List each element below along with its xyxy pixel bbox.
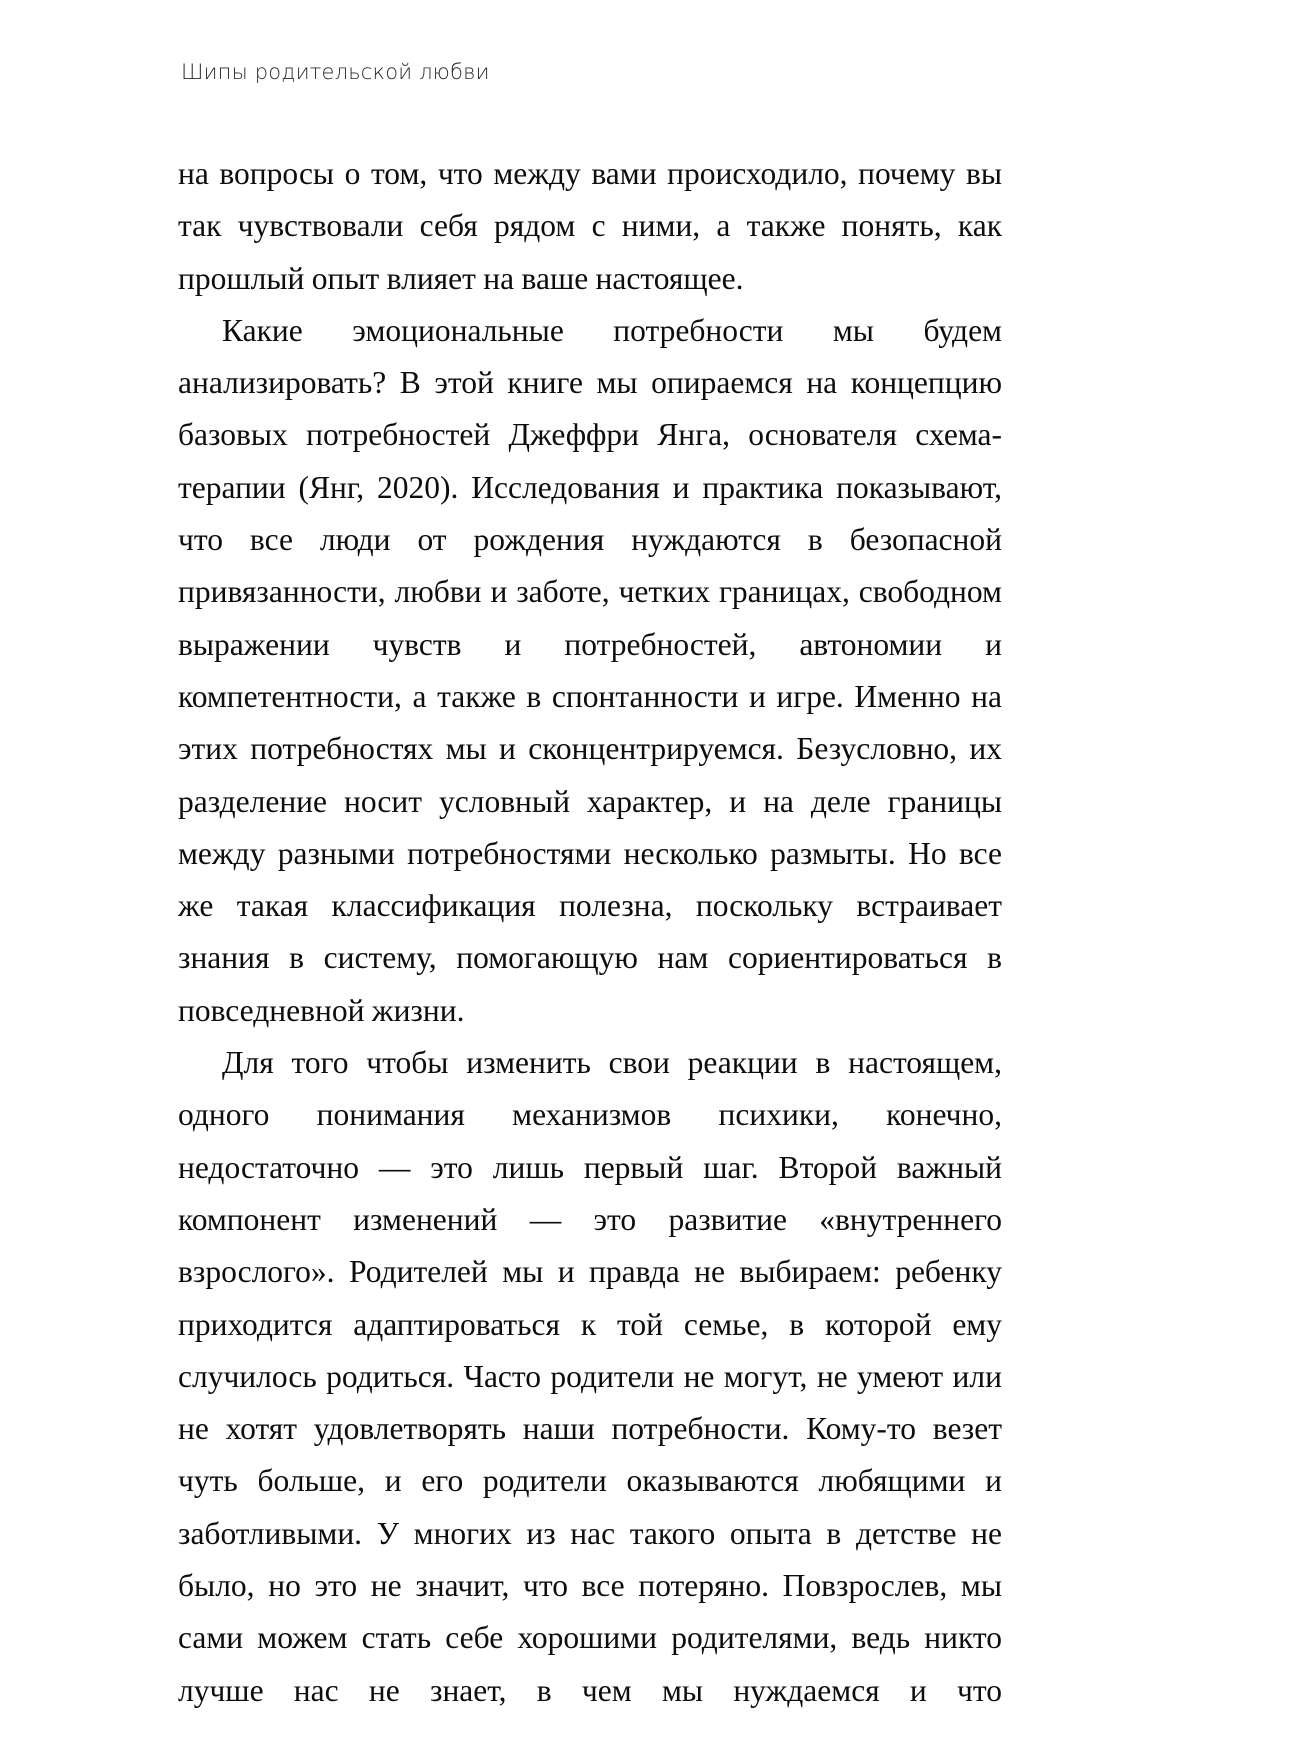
page-text-block — [178, 148, 1002, 1752]
running-header-title: Шипы родительской любви — [181, 60, 490, 84]
paragraph-1: на вопросы о том, что между вами происходило, почему вы так чувствовали себя рядом с ними, а также понять, как прошлый опыт влияет на ваше настоящее. — [178, 156, 1002, 296]
paragraph-2: Какие эмоциональные потребности мы будем анализировать? В этой книге мы опираемся на концепцию базовых потребностей Джеффри Янга, основателя схема-терапии (Янг, 2020). Исследования и практика показывают, что все люди от рождения нуждаются в безопасной привязанности, любви и заботе, четких границах, свободном выражении чувств и потребностей, автономии и компетентности, а также в спонтанности и игре. Именно на этих потребностях мы и сконцентрируемся. Безусловно, их разделение носит условный характер, и на деле границы между разными потребностями несколько размыты. Но все же такая классификация полезна, поскольку встраивает знания в систему, помогающую нам сориентироваться в повседневной жизни. — [178, 312, 1002, 1028]
paragraph-3: Для того чтобы изменить свои реакции в настоящем, одного понимания механизмов психики, конечно, недостаточно — это лишь первый шаг. Второй важный компонент изменений — это развитие «внутреннего взрослого». Родителей мы и правда не выбираем: ребенку приходится адаптироваться к той семье, в которой ему случилось родиться. Часто родители не могут, не умеют или не хотят удовлетворять наши потребности. Кому-то везет чуть больше, и его родители оказываются любящими и заботливыми. У многих из нас такого опыта в детстве не было, но это не значит, что все потеряно. Повзрослев, мы сами можем стать себе хорошими родителями, ведь никто лучше нас не знает, в чем мы нуждаемся и что — [178, 1045, 1002, 1708]
